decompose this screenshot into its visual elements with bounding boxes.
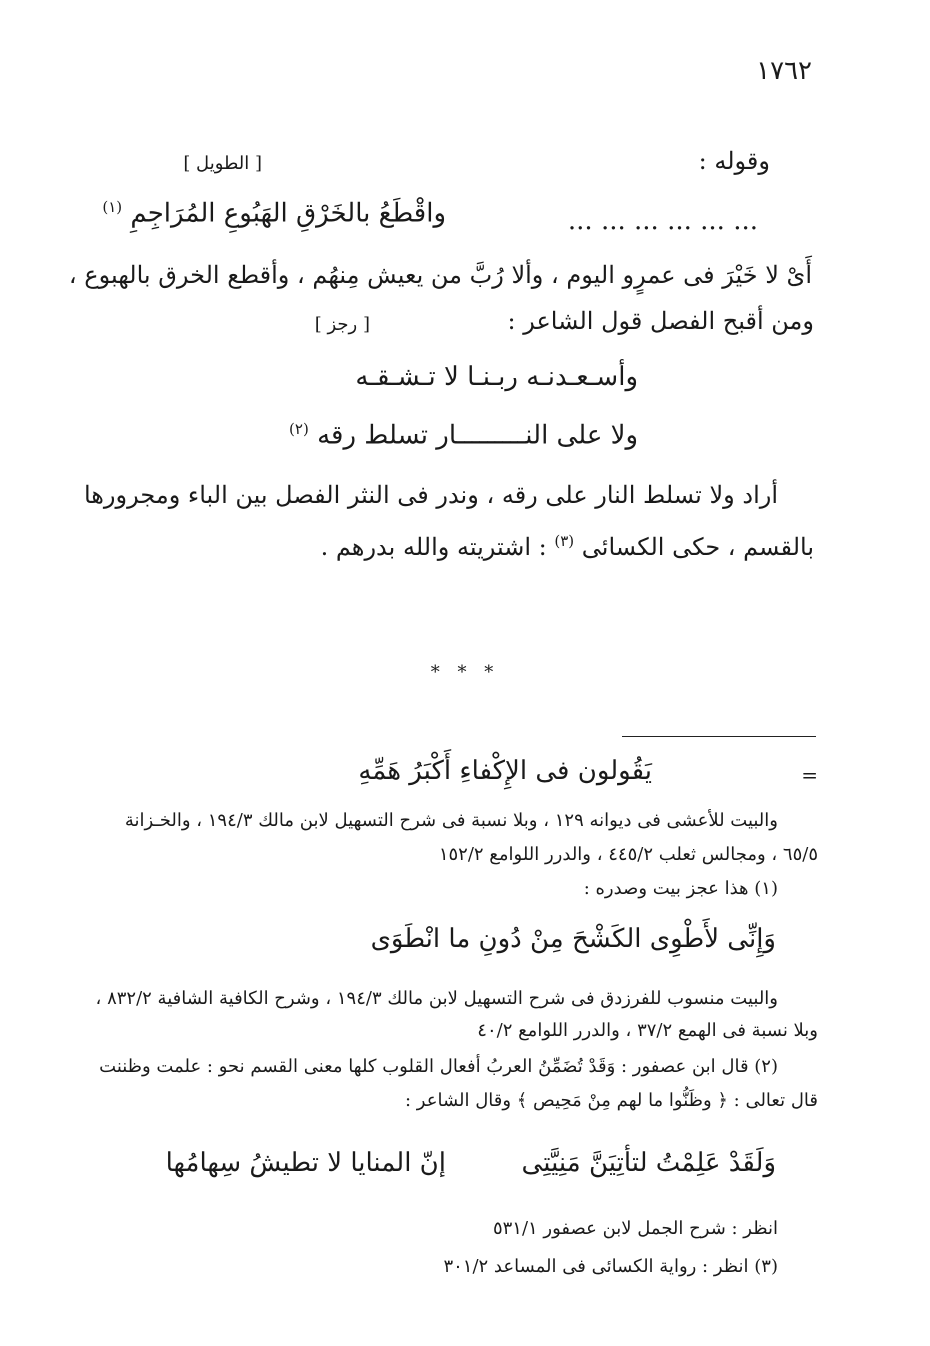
- verse-dots: ... ... ... ... ... ...: [567, 206, 758, 236]
- meter-label: [ الطويل ]: [183, 153, 262, 174]
- verse-line: [289, 420, 638, 451]
- footnote-line: قال تعالى : ﴿ وظَنُّوا ما لهم مِنْ مَحِيص ﴾ وقال الشاعر :: [405, 1090, 818, 1111]
- verse-line: وأسـعـدنـه ربـنـا لا تـشـقـه: [355, 362, 638, 392]
- footnote-verse: وَلَقَدْ عَلِمْتُ لتأتِيَنَّ مَنِيَّتِى: [521, 1148, 776, 1178]
- footnote-verse: يَقُولون فى الإِكْفاءِ أَكْبَرُ هَمِّهِ: [358, 756, 652, 786]
- footnote-verse: إنّ المنايا لا تطيشُ سِهامُها: [165, 1148, 446, 1178]
- footnote-verse: وَإِنِّى لأَطْوِى الكَشْحَ مِنْ دُونِ ما انْطَوَى: [370, 924, 776, 954]
- footnote-line: وبلا نسبة فى الهمع ٣٧/٢ ، والدرر اللوامع ٤٠/٢: [477, 1020, 818, 1041]
- verse-text: [102, 198, 446, 229]
- footnote-line: (٢) قال ابن عصفور : وَقَدْ تُضَمِّنُ العربُ أفعال القلوب كلها معنى القسم نحو : علمت وظننت: [99, 1056, 778, 1077]
- verse-line-text: ولا على النـــــــــار تسلط رقه: [317, 420, 638, 451]
- paragraph: [321, 526, 814, 562]
- footnote-line: والبيت للأعشى فى ديوانه ١٢٩ ، وبلا نسبة فى شرح التسهيل لابن مالك ١٩٤/٣ ، والخـزانة: [124, 810, 778, 831]
- paragraph: أَىْ لا خَيْرَ فى عمرٍو اليوم ، وألا رُبَّ من يعيش مِنهُم ، وأقطع الخرق بالهبوع ،: [68, 261, 812, 289]
- paragraph-part: : اشتريته والله بدرهم .: [320, 533, 547, 561]
- footnote-line: والبيت منسوب للفرزدق فى شرح التسهيل لابن مالك ١٩٤/٣ ، وشرح الكافية الشافية ٨٣٢/٢ ،: [95, 988, 778, 1009]
- meter-label: [ رجز ]: [314, 314, 370, 335]
- footnote-ref: (٢): [289, 420, 309, 438]
- paragraph-part: بالقسم ، حكى الكسائى: [581, 533, 814, 561]
- footnote-ref: (٣): [554, 532, 575, 550]
- footnote-line: (١) هذا عجز بيت وصدره :: [583, 878, 778, 899]
- footnote-ref: (١): [102, 198, 123, 216]
- page-number: ١٧٦٢: [756, 56, 812, 86]
- paragraph: أراد ولا تسلط النار على رقه ، وندر فى النثر الفصل بين الباء ومجرورها: [83, 481, 778, 509]
- intro-text: وقوله :: [698, 147, 770, 175]
- verse-text-main: واقْطَعُ بالخَرْقِ الهَبُوعِ المُرَاجِمِ: [130, 198, 446, 229]
- footnote-rule: [622, 736, 816, 737]
- footnote-line: انظر : شرح الجمل لابن عصفور ٥٣١/١: [492, 1218, 778, 1239]
- continuation-mark: =: [801, 763, 818, 787]
- footnote-line: (٣) انظر : رواية الكسائى فى المساعد ٣٠١/٢: [443, 1256, 778, 1277]
- footnote-line: ٦٥/٥ ، ومجالس ثعلب ٤٤٥/٢ ، والدرر اللوامع ١٥٢/٢: [438, 844, 818, 865]
- paragraph: ومن أقبح الفصل قول الشاعر :: [507, 307, 814, 335]
- section-divider: * * *: [430, 662, 500, 683]
